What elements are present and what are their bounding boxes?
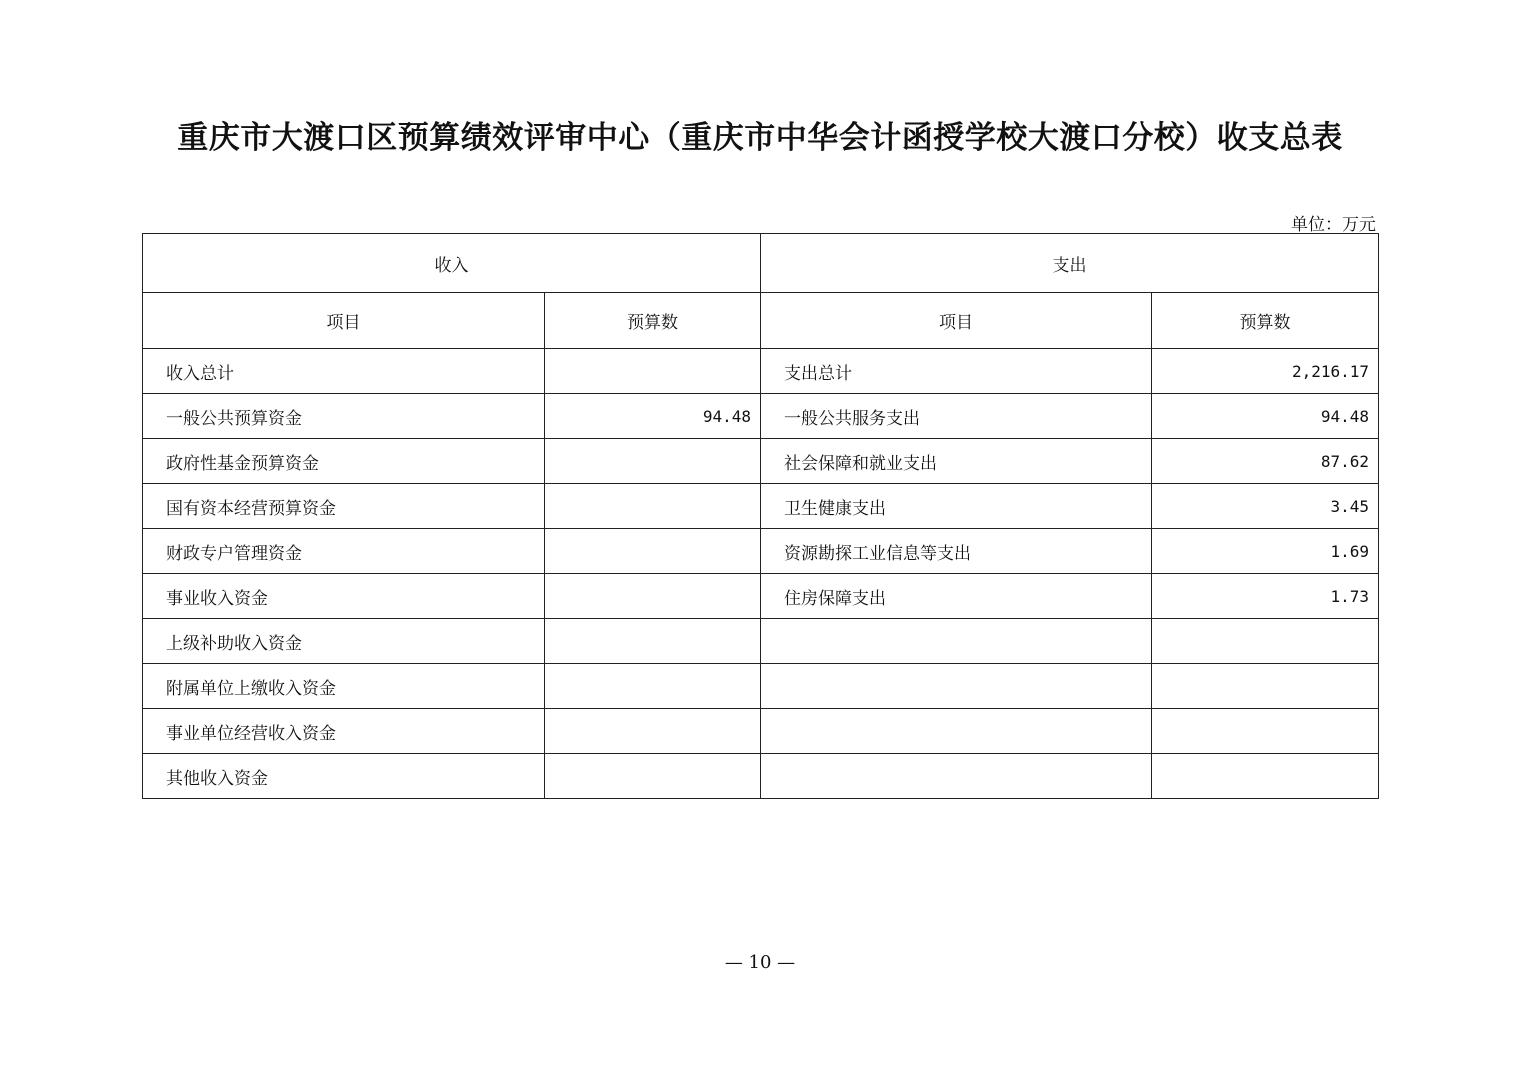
table-row (143, 439, 1379, 484)
income-item-cell: 事业单位经营收入资金 (143, 709, 545, 754)
expense-item-cell (761, 664, 1152, 709)
expense-item-cell: 卫生健康支出 (761, 484, 1152, 529)
expense-header: 支出 (761, 234, 1379, 293)
expense-value-cell (1152, 664, 1379, 709)
table-row (143, 484, 1379, 529)
income-value-cell (545, 349, 761, 394)
table-row (143, 529, 1379, 574)
expense-value-cell: 1.73 (1152, 574, 1379, 619)
expense-value-cell: 94.48 (1152, 394, 1379, 439)
expense-value-cell: 3.45 (1152, 484, 1379, 529)
table-row (143, 394, 1379, 439)
unit-label: 单位：万元 (1291, 215, 1376, 235)
income-header: 收入 (143, 234, 761, 293)
expense-item-cell (761, 619, 1152, 664)
income-item-cell: 国有资本经营预算资金 (143, 484, 545, 529)
income-budget-column-header: 预算数 (545, 293, 761, 349)
expense-item-column-header: 项目 (761, 293, 1152, 349)
page-number: — 10 — (724, 952, 796, 973)
income-value-cell (545, 619, 761, 664)
expense-value-cell (1152, 619, 1379, 664)
table-row (143, 349, 1379, 394)
income-item-cell: 事业收入资金 (143, 574, 545, 619)
budget-summary-table (142, 233, 1379, 799)
income-item-cell: 一般公共预算资金 (143, 394, 545, 439)
income-value-cell (545, 529, 761, 574)
expense-item-cell: 一般公共服务支出 (761, 394, 1152, 439)
expense-value-cell (1152, 709, 1379, 754)
income-value-cell (545, 439, 761, 484)
income-value-cell (545, 574, 761, 619)
income-item-cell: 收入总计 (143, 349, 545, 394)
table-row (143, 754, 1379, 799)
income-item-cell: 上级补助收入资金 (143, 619, 545, 664)
expense-budget-column-header: 预算数 (1152, 293, 1379, 349)
income-item-column-header: 项目 (143, 293, 545, 349)
page-title: 重庆市大渡口区预算绩效评审中心（重庆市中华会计函授学校大渡口分校）收支总表 (177, 120, 1343, 156)
expense-value-cell: 2,216.17 (1152, 349, 1379, 394)
table-row (143, 619, 1379, 664)
expense-item-cell: 支出总计 (761, 349, 1152, 394)
table-group-header-row (143, 234, 1379, 293)
income-value-cell (545, 484, 761, 529)
table-row (143, 574, 1379, 619)
income-item-cell: 政府性基金预算资金 (143, 439, 545, 484)
expense-item-cell: 住房保障支出 (761, 574, 1152, 619)
expense-value-cell (1152, 754, 1379, 799)
income-value-cell (545, 664, 761, 709)
income-item-cell: 附属单位上缴收入资金 (143, 664, 545, 709)
expense-item-cell (761, 754, 1152, 799)
expense-item-cell: 资源勘探工业信息等支出 (761, 529, 1152, 574)
income-value-cell (545, 709, 761, 754)
income-value-cell: 94.48 (545, 394, 761, 439)
expense-value-cell: 87.62 (1152, 439, 1379, 484)
income-item-cell: 财政专户管理资金 (143, 529, 545, 574)
income-value-cell (545, 754, 761, 799)
expense-value-cell: 1.69 (1152, 529, 1379, 574)
expense-item-cell: 社会保障和就业支出 (761, 439, 1152, 484)
expense-item-cell (761, 709, 1152, 754)
table-column-header-row (143, 293, 1379, 349)
income-item-cell: 其他收入资金 (143, 754, 545, 799)
table-row (143, 664, 1379, 709)
table-row (143, 709, 1379, 754)
